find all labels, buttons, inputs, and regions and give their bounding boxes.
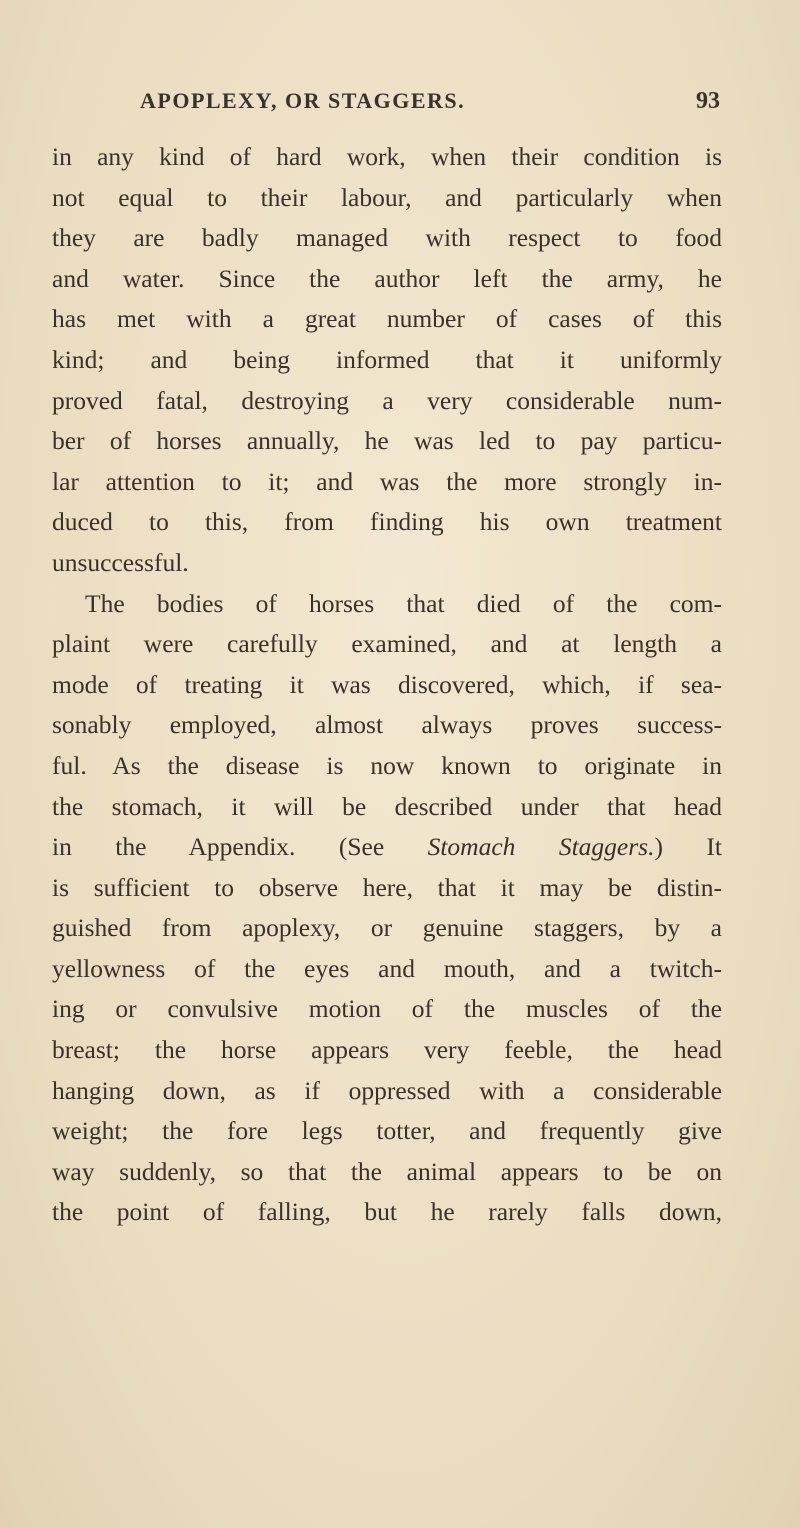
text-line: duced to this, from finding his own treatment bbox=[52, 507, 722, 537]
text-segment: ) It bbox=[654, 832, 722, 862]
text-line: breast; the horse appears very feeble, the head bbox=[52, 1035, 722, 1065]
text-line: guished from apoplexy, or genuine staggers, by a bbox=[52, 913, 722, 943]
text-line: the stomach, it will be described under that head bbox=[52, 791, 722, 821]
running-title: APOPLEXY, OR STAGGERS. bbox=[140, 88, 466, 113]
cross-reference: Stomach Staggers. bbox=[427, 832, 655, 862]
page-number: 93 bbox=[696, 88, 720, 114]
text-line: way suddenly, so that the animal appears to be on bbox=[52, 1156, 722, 1186]
text-line: ber of horses annually, he was led to pay particu- bbox=[52, 426, 722, 456]
text-line: they are badly managed with respect to food bbox=[52, 223, 722, 253]
text-line: ful. As the disease is now known to originate in bbox=[52, 750, 722, 780]
text-line: yellowness of the eyes and mouth, and a twitch- bbox=[52, 953, 722, 983]
text-line: lar attention to it; and was the more strongly in- bbox=[52, 466, 722, 496]
text-line: weight; the fore legs totter, and frequently give bbox=[52, 1116, 722, 1146]
text-line: in any kind of hard work, when their condition is bbox=[52, 142, 722, 171]
text-line: unsuccessful. bbox=[52, 547, 189, 577]
paragraph-start-line: The bodies of horses that died of the com- bbox=[85, 588, 722, 618]
text-line: ing or convulsive motion of the muscles of the bbox=[52, 994, 722, 1024]
running-head bbox=[140, 88, 720, 128]
text-segment: in the Appendix. (See bbox=[52, 832, 385, 862]
text-line: proved fatal, destroying a very considerable num- bbox=[52, 385, 722, 415]
text-line: has met with a great number of cases of this bbox=[52, 304, 722, 334]
text-line: mode of treating it was discovered, which, if sea- bbox=[52, 669, 722, 699]
text-line: sonably employed, almost always proves success- bbox=[52, 710, 722, 740]
text-line: and water. Since the author left the army, he bbox=[52, 263, 722, 293]
text-line: kind; and being informed that it uniformly bbox=[52, 344, 722, 374]
text-line: not equal to their labour, and particularly when bbox=[52, 182, 722, 212]
text-line: is sufficient to observe here, that it may be distin- bbox=[52, 872, 722, 902]
text-line: the point of falling, but he rarely falls down, bbox=[52, 1197, 722, 1227]
text-line: hanging down, as if oppressed with a considerable bbox=[52, 1075, 722, 1105]
text-line-with-reference bbox=[52, 827, 722, 868]
body-text bbox=[52, 137, 722, 1233]
text-line: plaint were carefully examined, and at length a bbox=[52, 629, 722, 659]
